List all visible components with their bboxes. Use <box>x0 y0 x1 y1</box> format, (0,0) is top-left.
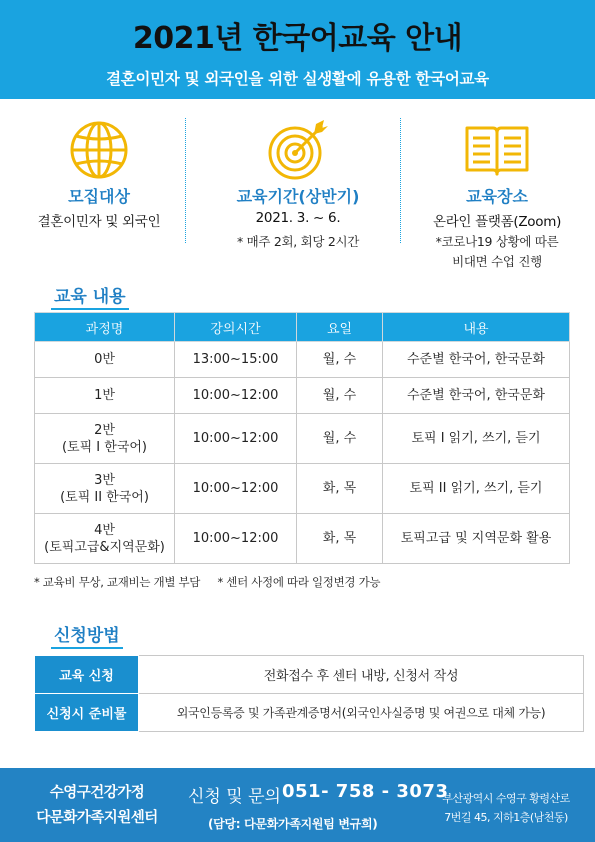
course-day: 화, 목 <box>297 464 383 514</box>
apply-section-title <box>54 621 120 646</box>
center-name-line: 다문화가족지원센터 <box>36 810 158 826</box>
course-time: 10:00~12:00 <box>175 464 297 514</box>
course-name <box>35 414 175 464</box>
column-header: 요일 <box>297 313 383 342</box>
table-header-row <box>35 313 570 342</box>
course-notes <box>34 574 394 590</box>
course-time: 10:00~12:00 <box>175 514 297 564</box>
contact-label: 신청 및 문의 <box>188 787 281 807</box>
course-table <box>34 312 570 564</box>
address <box>426 789 586 827</box>
note-text: * 교육비 무상, 교재비는 개별 부담 <box>34 575 201 589</box>
course-name-line: 3반 <box>94 472 115 488</box>
apply-row-head: 신청시 준비물 <box>35 694 139 732</box>
course-name-line: 4반 <box>94 522 115 538</box>
apply-row-body: 외국인등록증 및 가족관계증명서(외국인사실증명 및 여권으로 대체 가능) <box>139 694 584 732</box>
globe-icon <box>65 116 133 184</box>
apply-row-body: 전화접수 후 센터 내방, 신청서 작성 <box>139 656 584 694</box>
header-banner <box>0 0 595 99</box>
address-line: 부산광역시 수영구 황령산로 <box>442 792 570 805</box>
course-time: 13:00~15:00 <box>175 342 297 378</box>
table-row <box>35 656 584 694</box>
center-name-line: 수영구건강가정 <box>49 785 145 801</box>
course-content: 수준별 한국어, 한국문화 <box>383 342 570 378</box>
course-name-line: 2반 <box>94 422 115 438</box>
info-section <box>0 108 595 278</box>
column-header: 과정명 <box>35 313 175 342</box>
info-target-audience <box>14 108 184 278</box>
course-content: 토픽 I 읽기, 쓰기, 듣기 <box>383 414 570 464</box>
page-subtitle: 결혼이민자 및 외국인을 위한 실생활에 유용한 한국어교육 <box>106 70 489 88</box>
course-content: 토픽고급 및 지역문화 활용 <box>383 514 570 564</box>
table-row <box>35 414 570 464</box>
course-day: 월, 수 <box>297 414 383 464</box>
course-name-line: (토픽고급&지역문화) <box>44 539 165 555</box>
info-main: 2021. 3. ~ 6. <box>255 210 341 226</box>
info-main: 결혼이민자 및 외국인 <box>37 214 161 230</box>
target-icon <box>264 116 332 184</box>
apply-table <box>34 655 584 732</box>
course-name <box>35 464 175 514</box>
info-education-place <box>412 108 582 278</box>
course-name-line: (토픽 II 한국어) <box>60 489 149 505</box>
note-text: * 센터 사정에 따라 일정변경 가능 <box>217 575 381 589</box>
table-row <box>35 378 570 414</box>
title-underline <box>51 308 129 310</box>
center-name <box>22 781 172 831</box>
table-row <box>35 464 570 514</box>
course-time: 10:00~12:00 <box>175 414 297 464</box>
column-header: 내용 <box>383 313 570 342</box>
info-sub: * 매주 2회, 회당 2시간 <box>236 234 360 249</box>
book-icon <box>463 116 531 184</box>
table-row <box>35 514 570 564</box>
info-label: 교육기간(상반기) <box>236 187 360 206</box>
table-row <box>35 342 570 378</box>
course-section-title <box>54 282 126 307</box>
course-day: 월, 수 <box>297 342 383 378</box>
phone-number: 051- 758 - 3073 <box>282 781 449 802</box>
column-header: 강의시간 <box>175 313 297 342</box>
table-row <box>35 694 584 732</box>
manager-info: (담당: 다문화가족지원팀 변규희) <box>208 817 378 831</box>
course-content: 수준별 한국어, 한국문화 <box>383 378 570 414</box>
info-education-period <box>213 108 383 278</box>
course-section-title-text: 교육 내용 <box>54 287 126 307</box>
course-day: 화, 목 <box>297 514 383 564</box>
course-day: 월, 수 <box>297 378 383 414</box>
info-main: 온라인 플랫폼(Zoom) <box>432 214 562 230</box>
course-name: 0반 <box>35 342 175 378</box>
apply-section-title-text: 신청방법 <box>54 626 120 646</box>
divider <box>400 118 401 243</box>
info-label: 모집대상 <box>68 187 130 206</box>
info-sub-line: 비대면 수업 진행 <box>452 254 542 269</box>
page-title: 2021년 한국어교육 안내 <box>132 21 463 56</box>
info-sub <box>412 232 582 272</box>
course-time: 10:00~12:00 <box>175 378 297 414</box>
course-content: 토픽 II 읽기, 쓰기, 듣기 <box>383 464 570 514</box>
course-name-line: (토픽 I 한국어) <box>61 439 148 455</box>
divider <box>185 118 186 243</box>
course-name: 1반 <box>35 378 175 414</box>
info-label: 교육장소 <box>466 187 528 206</box>
footer <box>0 768 595 842</box>
address-line: 7번길 45, 지하1층(남천동) <box>444 811 568 824</box>
info-sub-line: *코로나19 상황에 따른 <box>435 234 559 249</box>
title-underline <box>51 647 123 649</box>
apply-row-head: 교육 신청 <box>35 656 139 694</box>
course-name <box>35 514 175 564</box>
